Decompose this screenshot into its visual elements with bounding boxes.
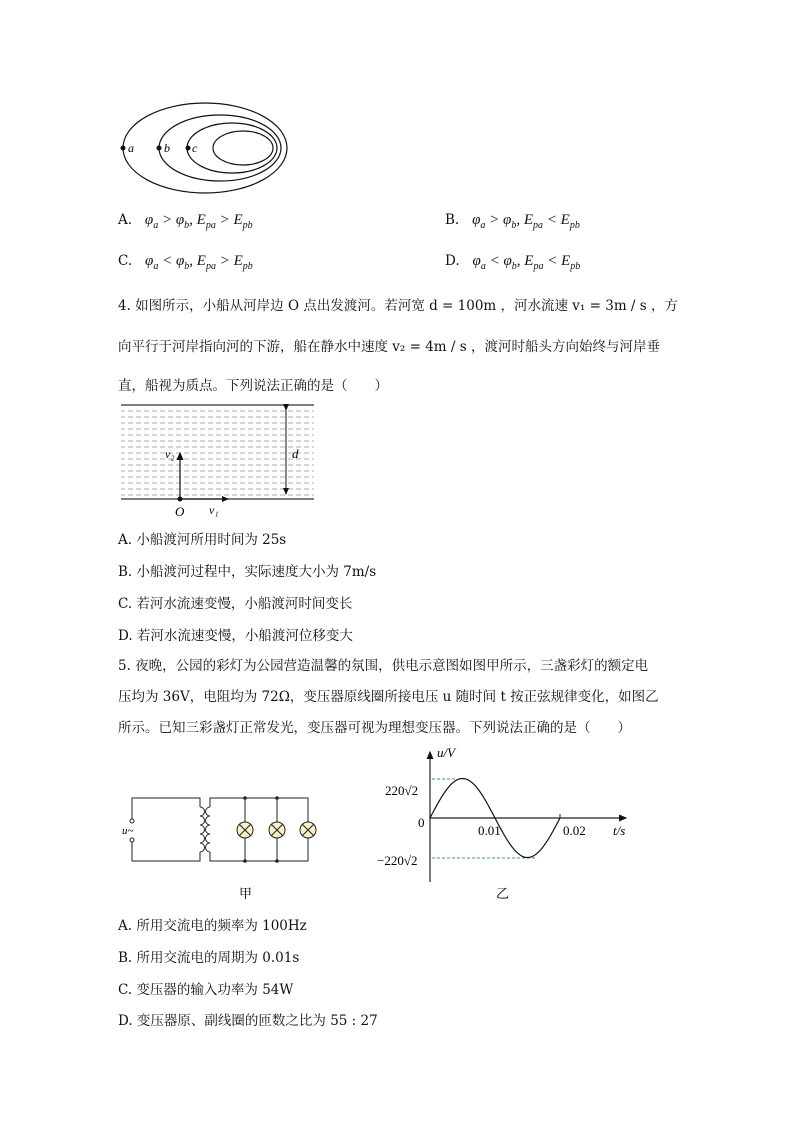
v1-label: v₁ [209, 503, 219, 517]
option-letter: C. [118, 253, 133, 269]
x-axis-label: t/s [613, 823, 626, 838]
figure-caption-jia: 甲 [239, 886, 253, 901]
option-letter: D. [445, 253, 460, 269]
d-label: d [292, 446, 299, 461]
q3-option-b[interactable]: B. $\varphi_a > \varphi_b$, $E_{pa} < E_{pb}$ [445, 212, 580, 231]
q5-option-a[interactable]: A. 所用交流电的频率为 100Hz [118, 918, 307, 934]
point-b-label: b [164, 141, 170, 155]
q3-option-c[interactable]: C. $\varphi_a < \varphi_b$, $E_{pa} > E_{pb}$ [118, 253, 253, 272]
q4-stem-line-1: 4. 如图所示，小船从河岸边 O 点出发渡河。若河宽 d = 100m ，河水流速 v₁ = 3m / s ，方 [118, 298, 678, 314]
q5-option-d[interactable]: D. 变压器原、副线圈的匝数之比为 55 : 27 [118, 1013, 378, 1029]
option-letter: B. [445, 212, 460, 228]
point-a-label: a [128, 141, 134, 155]
source-label: u~ [122, 825, 134, 837]
O-label: O [175, 504, 185, 519]
q5-stem-line-3: 所示。已知三彩盏灯正常发光，变压器可视为理想变压器。下列说法正确的是（ ） [118, 720, 631, 736]
q5-stem-line-2: 压均为 36V，电阻均为 72Ω，变压器原线圈所接电压 u 随时间 t 按正弦规律变化，如图乙 [118, 689, 659, 705]
q4-stem-line-3: 直，船视为质点。下列说法正确的是（ ） [118, 378, 388, 394]
x-tick-0.02: 0.02 [563, 823, 586, 838]
q5-option-c[interactable]: C. 变压器的输入功率为 54W [118, 982, 294, 998]
y-tick-negative: −220√2 [377, 853, 418, 868]
q4-option-b[interactable]: B. 小船渡河过程中，实际速度大小为 7m/s [118, 564, 377, 580]
x-tick-0.01: 0.01 [478, 823, 501, 838]
y-tick-zero: 0 [418, 815, 425, 830]
q3-option-d[interactable]: D. $\varphi_a < \varphi_b$, $E_{pa} < E_{pb}$ [445, 253, 581, 272]
q4-option-d[interactable]: D. 若河水流速变慢，小船渡河位移变大 [118, 628, 353, 644]
q5-option-b[interactable]: B. 所用交流电的周期为 0.01s [118, 950, 300, 966]
y-tick-positive: 220√2 [385, 783, 419, 798]
q4-stem-line-2: 向平行于河岸指向河的下游，船在静水中速度 v₂ = 4m / s ，渡河时船头方向始终与河岸垂 [118, 339, 660, 355]
q4-option-c[interactable]: C. 若河水流速变慢，小船渡河时间变长 [118, 596, 353, 612]
q3-option-a[interactable]: A. $\varphi_a > \varphi_b$, $E_{pa} > E_{pb}$ [118, 212, 253, 231]
q4-option-a[interactable]: A. 小船渡河所用时间为 25s [118, 532, 287, 548]
option-letter: A. [118, 212, 133, 228]
q5-stem-line-1: 5. 夜晚，公园的彩灯为公园营造温馨的氛围，供电示意图如图甲所示，三盏彩灯的额定电 [118, 658, 649, 674]
v2-label: v₂ [165, 447, 175, 461]
point-c-label: c [192, 141, 198, 155]
figure-caption-yi: 乙 [496, 886, 510, 901]
y-axis-label: u/V [437, 745, 456, 760]
